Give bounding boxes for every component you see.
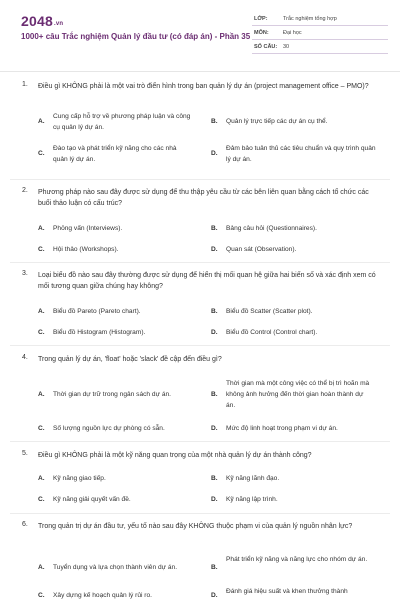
option-text: Thời gian dự trữ trong ngân sách dự án. — [53, 391, 172, 398]
option-text: Đào tạo và phát triển kỹ năng cho các nhà quản lý dự án. — [53, 145, 177, 163]
document-header — [0, 0, 400, 72]
option-label: A. — [38, 225, 45, 232]
option-label: D. — [211, 592, 218, 599]
option-label: B. — [211, 118, 218, 125]
meta-value: 30 — [283, 44, 290, 50]
option-label: B. — [211, 308, 218, 315]
option-label: B. — [211, 564, 218, 571]
site-logo[interactable] — [21, 13, 63, 29]
question-number: 3. — [22, 270, 28, 277]
question-number: 6. — [22, 521, 28, 528]
option-text: Kỹ năng lãnh đạo. — [226, 475, 280, 482]
option-text: Kỹ năng lập trình. — [226, 496, 278, 503]
question-divider — [10, 262, 390, 263]
option-label: D. — [211, 150, 218, 157]
meta-subject-row — [252, 27, 388, 40]
meta-underline — [252, 53, 388, 54]
option-label: B. — [211, 475, 218, 482]
option-text: Biểu đồ Scatter (Scatter plot). — [226, 308, 313, 315]
option-text: Kỹ năng giải quyết vấn đề. — [53, 496, 131, 503]
question-number: 2. — [22, 187, 28, 194]
meta-underline — [252, 39, 388, 40]
option-label: C. — [38, 246, 45, 253]
option-text: Thời gian mà một công việc có thể bị trì hoãn mà không ảnh hưởng đến thời gian hoàn thành dự án. — [226, 380, 370, 409]
question-text: Điều gì KHÔNG phải là một kỹ năng quan trọng của một nhà quản lý dự án thành công? — [38, 452, 312, 459]
option-text: Biểu đồ Control (Control chart). — [226, 329, 318, 336]
option-label: C. — [38, 496, 45, 503]
question-divider — [10, 345, 390, 346]
option-label: C. — [38, 329, 45, 336]
option-label: B. — [211, 391, 218, 398]
option-label: D. — [211, 246, 218, 253]
option-text: Số lượng nguồn lực dự phòng có sẵn. — [53, 425, 165, 432]
option-label: A. — [38, 391, 45, 398]
question-text: Điều gì KHÔNG phải là một vai trò điển hình trong ban quản lý dự án (project management office – PMO)? — [38, 83, 369, 90]
question-text: Phương pháp nào sau đây được sử dụng để thu thập yêu cầu từ các bên liên quan bằng cách tổ chức các buổi thảo luận có cấu trúc? — [38, 189, 369, 207]
option-text: Cung cấp hỗ trợ về phương pháp luận và công cụ quản lý dự án. — [53, 113, 191, 131]
meta-label: SỐ CÂU: — [254, 44, 278, 50]
option-label: A. — [38, 308, 45, 315]
meta-value: Trắc nghiệm tổng hợp — [283, 16, 337, 22]
question-divider — [10, 513, 390, 514]
question-text: Trong quản trị dự án đầu tư, yếu tố nào sau đây KHÔNG thuộc phạm vi của quản lý nguồn nhân lực? — [38, 523, 353, 530]
option-text: Quan sát (Observation). — [226, 246, 297, 253]
logo-text: 2048 — [21, 13, 53, 29]
option-label: C. — [38, 592, 45, 599]
logo-suffix: .vn — [53, 21, 64, 27]
question-text: Trong quản lý dự án, 'float' hoặc 'slack' đề cập đến điều gì? — [38, 356, 222, 363]
question-number: 4. — [22, 354, 28, 361]
option-text: Tuyển dụng và lựa chọn thành viên dự án. — [53, 564, 178, 571]
option-label: D. — [211, 496, 218, 503]
question-divider — [10, 179, 390, 180]
option-label: C. — [38, 425, 45, 432]
meta-label: MÔN: — [254, 30, 269, 36]
option-text: Đánh giá hiệu suất và khen thưởng thành — [226, 588, 348, 595]
header-divider — [0, 71, 400, 72]
question-number: 5. — [22, 450, 28, 457]
option-text: Mức độ linh hoạt trong phạm vi dự án. — [226, 425, 338, 432]
option-text: Hội thảo (Workshops). — [53, 246, 119, 253]
meta-value: Đại học — [283, 30, 302, 36]
meta-underline — [252, 25, 388, 26]
option-label: C. — [38, 150, 45, 157]
option-text: Xây dựng kế hoạch quản lý rủi ro. — [53, 592, 152, 599]
option-text: Kỹ năng giao tiếp. — [53, 475, 106, 482]
option-label: A. — [38, 564, 45, 571]
question-divider — [10, 441, 390, 442]
option-label: A. — [38, 475, 45, 482]
option-text: Phát triển kỹ năng và năng lực cho nhóm dự án. — [226, 556, 368, 563]
meta-label: LỚP: — [254, 16, 268, 22]
option-text: Quản lý trực tiếp các dự án cụ thể. — [226, 118, 328, 125]
option-text: Biểu đồ Pareto (Pareto chart). — [53, 308, 141, 315]
option-text: Phỏng vấn (Interviews). — [53, 225, 123, 232]
option-label: B. — [211, 225, 218, 232]
option-label: D. — [211, 329, 218, 336]
meta-class-row — [252, 13, 388, 26]
document-title: 1000+ câu Trắc nghiệm Quản lý đầu tư (có đáp án) - Phần 35 — [21, 32, 251, 41]
option-text: Đảm bảo tuân thủ các tiêu chuẩn và quy trình quản lý dự án. — [226, 145, 376, 163]
question-number: 1. — [22, 81, 28, 88]
question-text: Loại biểu đồ nào sau đây thường được sử dụng để hiển thị mối quan hệ giữa hai biến số và xác định xem có mối tương quan giữa chúng hay không? — [38, 272, 376, 290]
option-text: Biểu đồ Histogram (Histogram). — [53, 329, 146, 336]
option-label: A. — [38, 118, 45, 125]
option-label: D. — [211, 425, 218, 432]
meta-count-row — [252, 41, 388, 54]
option-text: Bảng câu hỏi (Questionnaires). — [226, 225, 317, 232]
